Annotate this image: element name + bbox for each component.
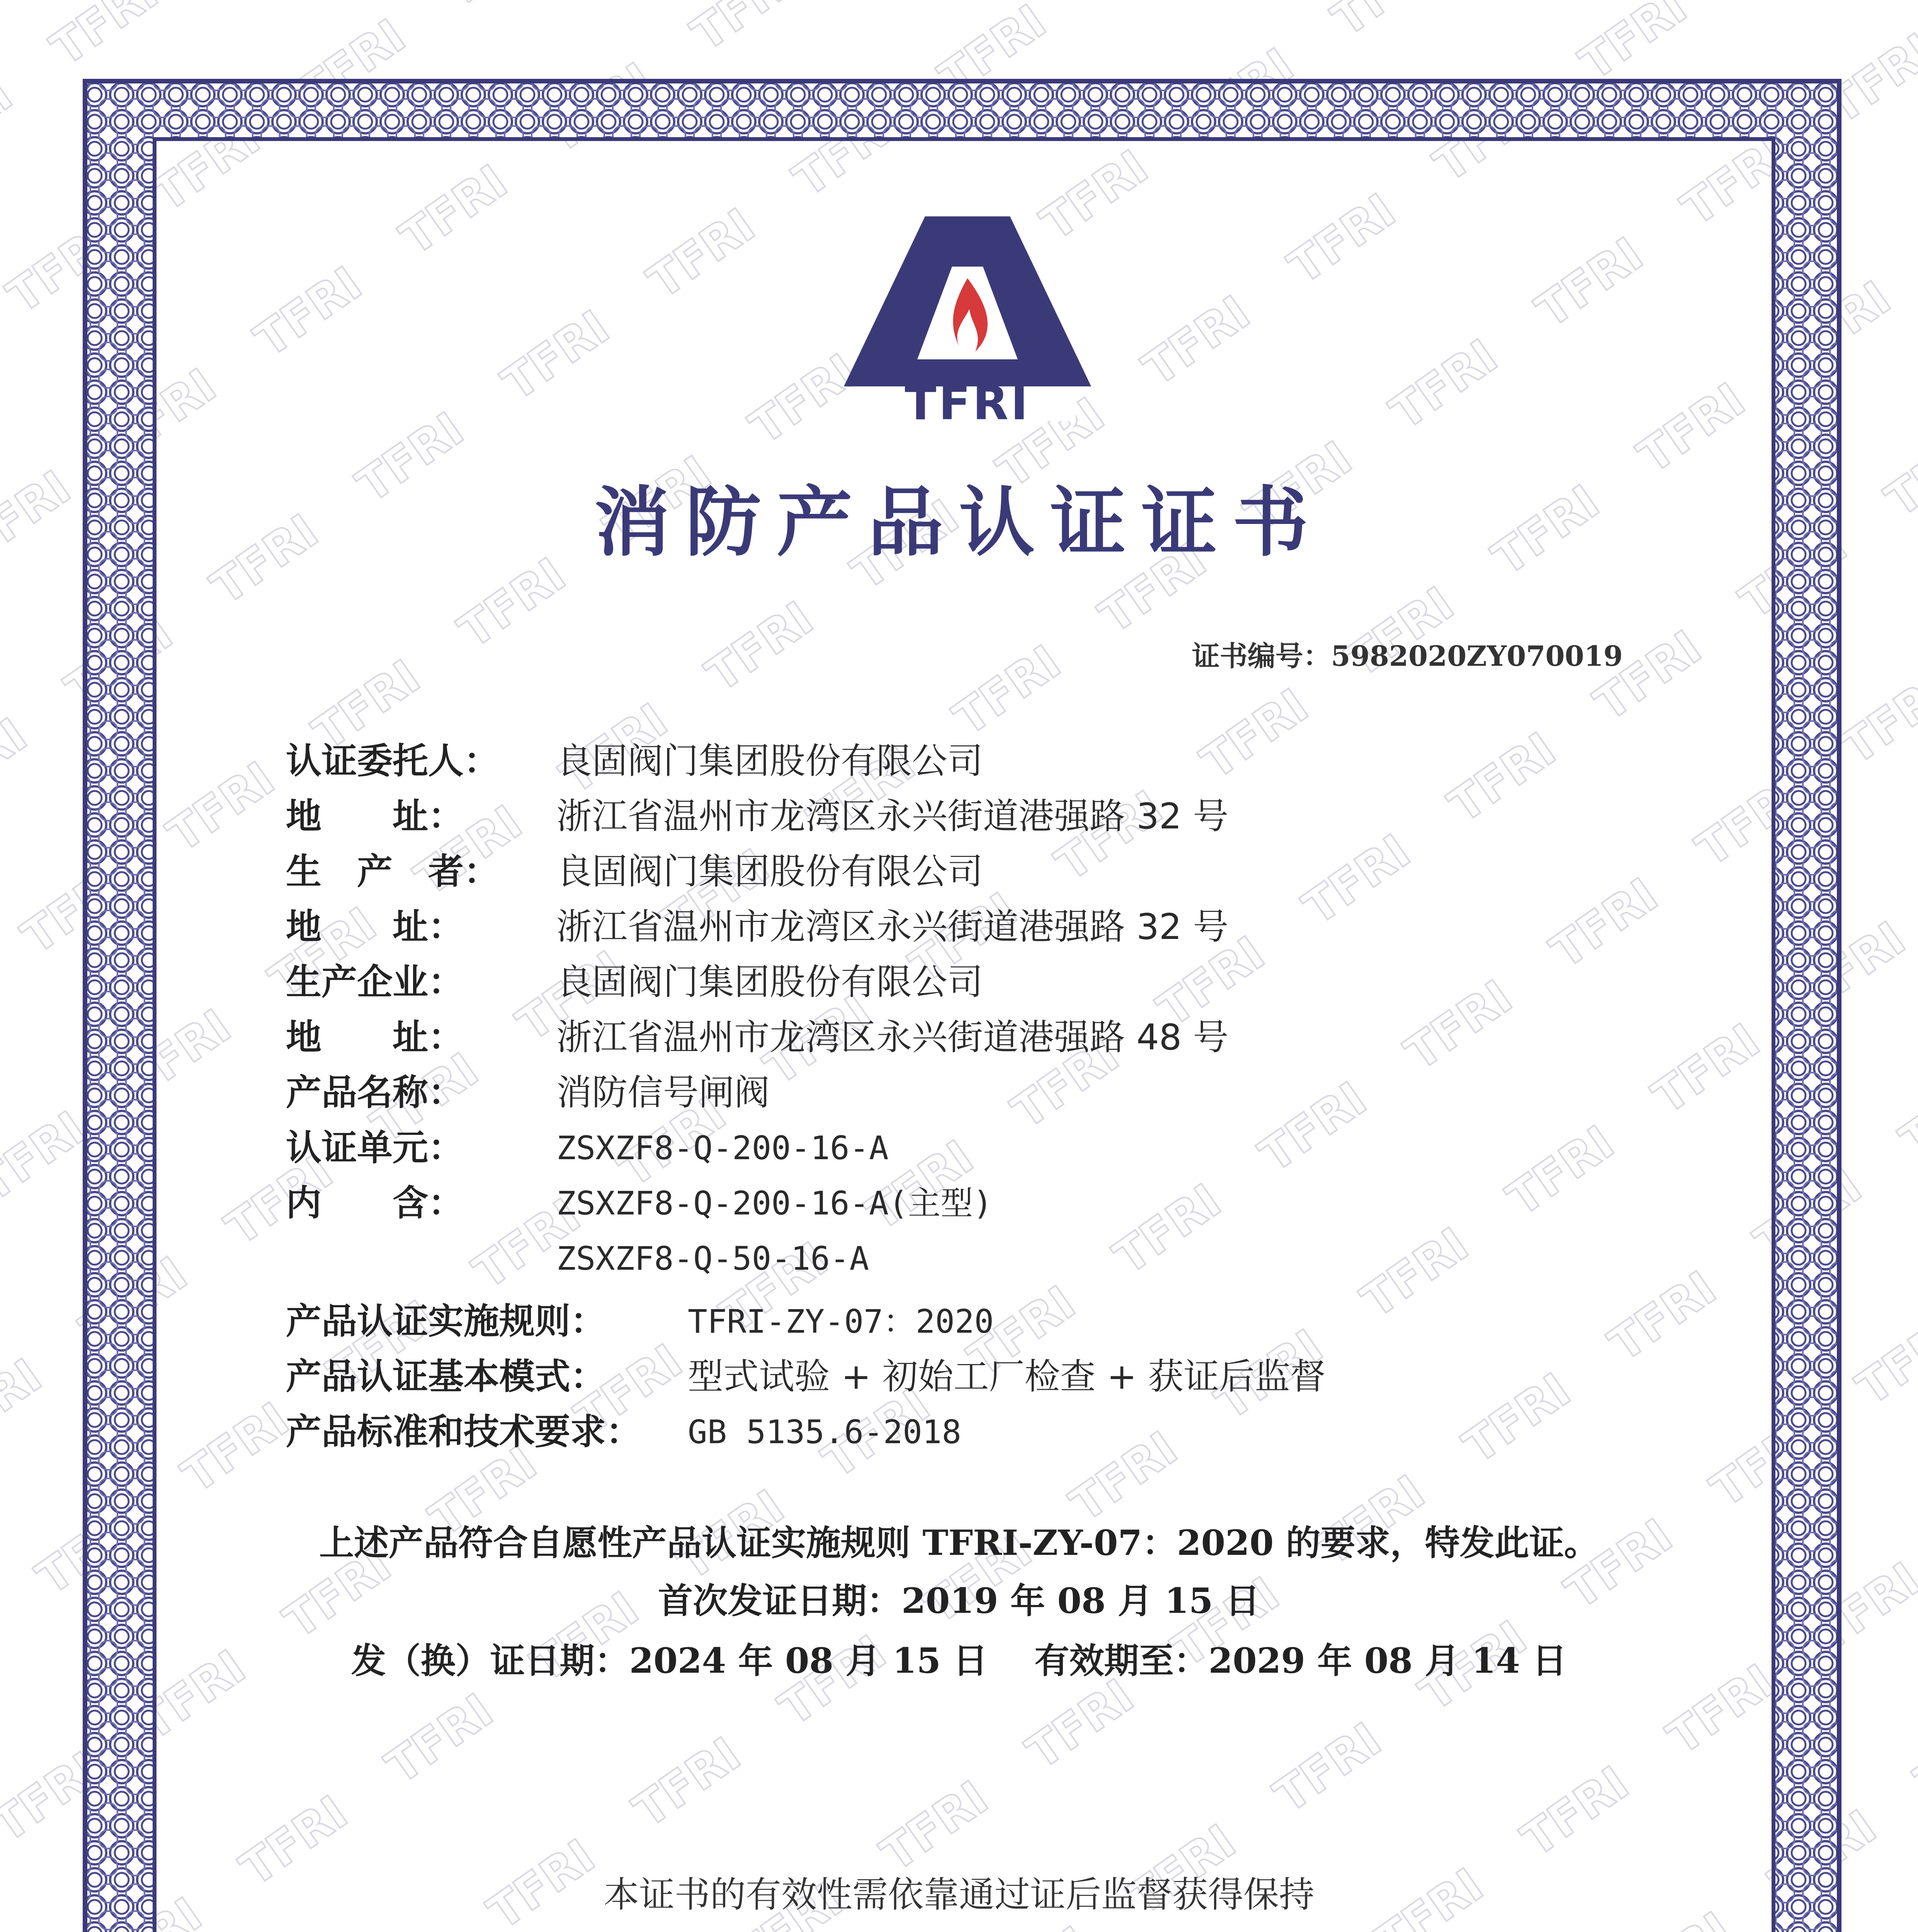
validity-note: 本证书的有效性需依靠通过证后监督获得保持: [603, 1874, 1314, 1915]
tfri-logo: [836, 209, 1099, 425]
rule-label: 产品认证实施规则：: [286, 1301, 606, 1342]
field-value: 浙江省温州市龙湾区永兴街道港强路 32 号: [556, 906, 1229, 947]
field-value: 良固阀门集团股份有限公司: [556, 961, 983, 1003]
rule-value: GB 5135.6-2018: [688, 1413, 962, 1451]
field-label: 生产企业：: [286, 961, 464, 1003]
field-label: 认证委托人：: [286, 740, 500, 782]
field-label: 地 址：: [286, 906, 464, 947]
field-value: 消防信号闸阀: [556, 1072, 770, 1113]
field-value: ZSXZF8-Q-200-16-A(主型): [556, 1184, 993, 1222]
certificate-number: 证书编号：5982020ZY070019: [1192, 639, 1623, 672]
rule-label: 产品标准和技术要求：: [286, 1411, 642, 1452]
field-label: 生 产 者：: [286, 851, 500, 892]
field-value: 浙江省温州市龙湾区永兴街道港强路 32 号: [556, 796, 1229, 837]
first-issue-date: 首次发证日期：2019 年 08 月 15 日: [658, 1580, 1260, 1621]
field-value: 良固阀门集团股份有限公司: [556, 740, 983, 782]
conformity-statement: 上述产品符合自愿性产品认证实施规则 TFRI-ZY-07：2020 的要求，特发此证。: [319, 1522, 1599, 1563]
certificate-title: 消防产品认证证书: [594, 478, 1324, 567]
field-label: 内 含：: [286, 1182, 464, 1224]
field-value: 浙江省温州市龙湾区永兴街道港强路 48 号: [556, 1017, 1229, 1058]
field-label: 产品名称：: [286, 1072, 464, 1113]
rule-value: 型式试验 + 初始工厂检查 + 获证后监督: [688, 1356, 1326, 1397]
field-value: ZSXZF8-Q-200-16-A: [556, 1129, 889, 1167]
issue-validity-dates: 发（换）证日期：2024 年 08 月 15 日 有效期至：2029 年 08 月 14 日: [351, 1640, 1567, 1681]
field-value: 良固阀门集团股份有限公司: [556, 851, 983, 892]
field-label: 认证单元：: [286, 1127, 464, 1168]
rule-label: 产品认证基本模式：: [286, 1356, 606, 1397]
field-label: 地 址：: [286, 796, 464, 837]
field-value: ZSXZF8-Q-50-16-A: [556, 1240, 869, 1277]
rule-value: TFRI-ZY-07：2020: [688, 1303, 994, 1340]
field-label: 地 址：: [286, 1017, 464, 1058]
logo-text: TFRI: [905, 377, 1030, 425]
